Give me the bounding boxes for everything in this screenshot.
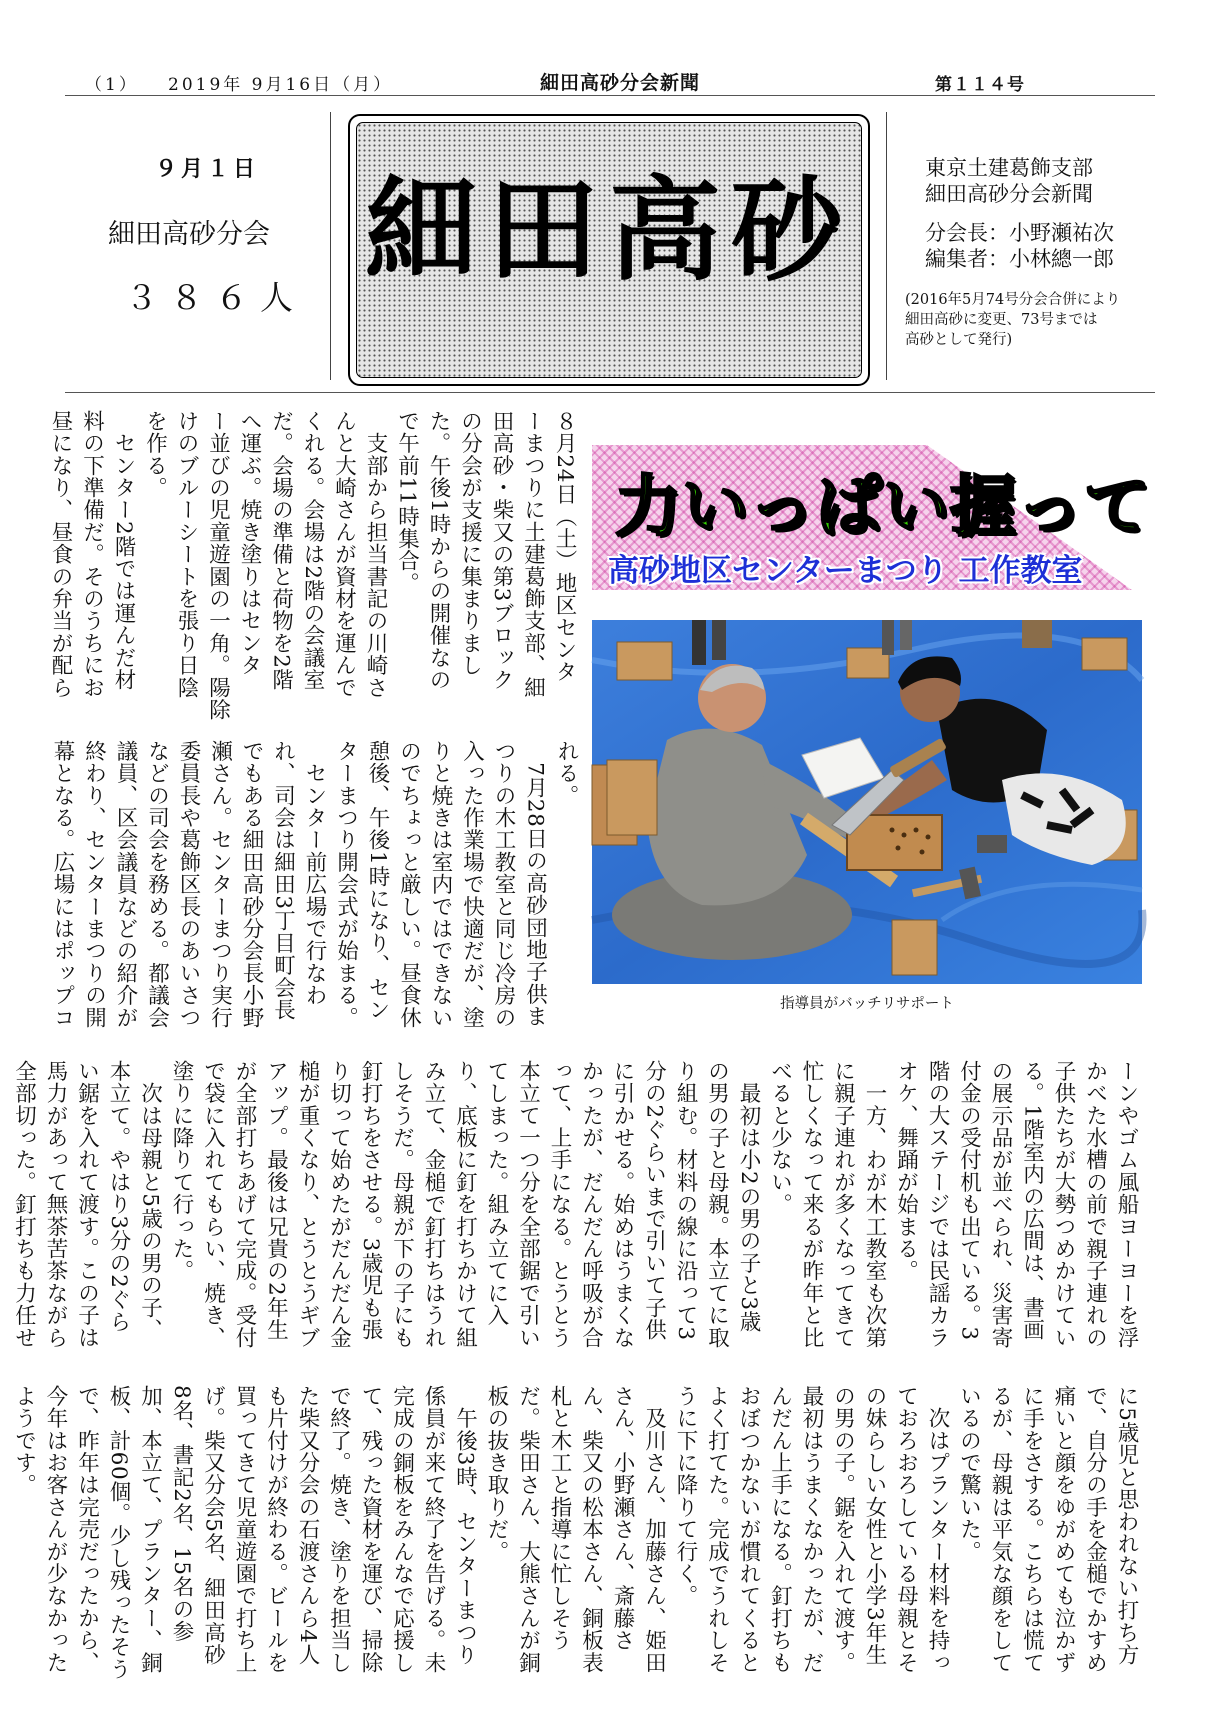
- article-block-4: に5歳児と思われない打ち方 で、自分の手を金槌でかすめ 痛いと顔をゆがめても泣かず に手をさする。こちらは慌て るが、母親は平気な顔をして いるので驚いた。 次はプランター材料を持っ ておろおろしている母親とそ の妹らしい女性と小学3年生 の男の子。鋸を入れて渡す。 最初はうまくなかったが、だ んだん上手になる。釘打ちも おぼつかないが慣れてくると よく打てた。完成でうれしそ うに下に降りて行く。 及川さん、加藤さん、姫田 さん、小野瀬さん、斎藤さ ん、柴又の松本さん、銅板表 札と木工と指導に忙しそう だ。柴田さん、大熊さんが銅 板の抜き取りだ。 午後3時、センターまつり 係員が来て終了を告げる。未 完成の銅板をみんなで応援し て、残った資材を運び、掃除 で終了。焼き、塗りを担当し た柴又分会の石渡さんら4人 も片付けが終わる。ビールを 買ってきて児童遊園で打ち上 げ。柴又分会5名、細田高砂 8名、書記2名、15名の参 加、本立て、プランター、銅 板、計60個。少し残ったそう で、昨年は完売だったから、 今年はお客さんが少なかった ようです。: [11, 1385, 1139, 1681]
- masthead-date: ９月１日: [155, 157, 260, 182]
- workshop-photo-illustration: [592, 620, 1142, 984]
- member-count: ３８６人: [125, 278, 305, 317]
- title-box: [348, 114, 870, 386]
- article-block-3: ーンやゴム風船ヨーヨーを浮 かべた水槽の前で親子連れの 子供たちが大勢つめかけてい る。1階室内の広間は、書画 の展示品が並べられ、災害寄 付金の受付机も出ている。3 階の大ステージでは民謡カラ オケ、舞踊が始まる。 一方、わが木工教室も次第 に親子連れが多くなってきて 忙しくなって来るが昨年と比 べると少ない。 最初は小2の男の子と3歳 の男の子と母親。本立てに取 り組む。材料の線に沿って3 分の2ぐらいまで引いて子供 に引かせる。始めはうまくな かったが、だんだん呼吸が合 って、上手になる。とうとう 本立て一つ分を全部鋸で引い てしまった。組み立てに入 り、底板に釘を打ちかけて組 み立て、金槌で釘打ちはうれ しそうだ。母親が下の子にも 釘打ちをさせる。3歳児も張 り切って始めたがだんだん金 槌が重くなり、とうとうギブ アップ。最後は兄貴の2年生 が全部打ちあげて完成。受付 で袋に入れてもらい、焼き、 塗りに降りて行った。 次は母親と5歳の男の子、 本立て。やはり3分の2ぐら い鋸を入れて渡す。この子は 馬力があって無茶苦茶ながら 全部切った。釘打ちも力任せ: [11, 1060, 1139, 1349]
- masthead-divider-left: [330, 112, 331, 380]
- header-rule: [65, 95, 1155, 96]
- newspaper-title: 細田高砂: [365, 166, 853, 296]
- subheadline: 高砂地区センターまつり 工作教室: [608, 553, 1083, 589]
- masthead-branch: 細田高砂分会: [108, 219, 270, 250]
- masthead-org: 東京土建葛飾支部: [925, 156, 1093, 180]
- workshop-photo: [592, 620, 1142, 984]
- article-block-1: ８月24日（土）地区センタ ーまつりに土建葛飾支部、細 田高砂・柴又の第3ブロック の分会が支援に集まりまし た。午後1時からの開催なの で午前11時集合。 支部から担当書記の川崎さ んと大崎さんが資材を運んで くれる。会場は2階の会議室 だ。会場の準備と荷物を2階 へ運ぶ。焼き塗りはセンタ ー並びの児童遊園の一角。陽除 けのブルーシートを張り日陰 を作る。 センター2階では運んだ材 料の下準備だ。そのうちにお 昼になり、昼食の弁当が配ら: [48, 410, 577, 721]
- masthead-divider-right: [886, 112, 887, 380]
- page-number: （1）: [85, 75, 139, 95]
- branch-chief: 分会長：小野瀬祐次: [925, 221, 1114, 245]
- masthead-rule: [65, 392, 1155, 393]
- title-halftone: [356, 122, 862, 378]
- masthead-paper: 細田高砂分会新聞: [925, 182, 1093, 206]
- merger-note: (2016年5月74号分会合併により 細田高砂に変更、73号までは 高砂として発行): [905, 292, 1121, 348]
- article-block-2: れる。 7月28日の高砂団地子供ま つりの木工教室と同じ冷房の 入った作業場で快適だが、塗 りと焼きは室内ではできない のでちょっと厳しい。昼食休 憩後、午後1時になり、セン ターまつり開会式が始まる。 センター前広場で行なわ れ、司会は細田3丁目町会長 でもある細田高砂分会長小野 瀬さん。センターまつり実行 委員長や葛飾区長のあいさつ などの司会を務める。都議会 議員、区会議員などの紹介が 終わり、センターまつりの開 幕となる。広場にはポップコ: [50, 740, 579, 1029]
- paper-name: 細田高砂分会新聞: [540, 72, 701, 94]
- editor: 編集者：小林總一郎: [925, 247, 1114, 271]
- photo-caption: 指導員がバッチリサポート: [780, 996, 954, 1012]
- issue-date: 2019年 9月16日（月）: [168, 75, 394, 95]
- issue-number: 第１１４号: [935, 75, 1025, 95]
- headline: 力いっぱい握って: [615, 468, 1151, 545]
